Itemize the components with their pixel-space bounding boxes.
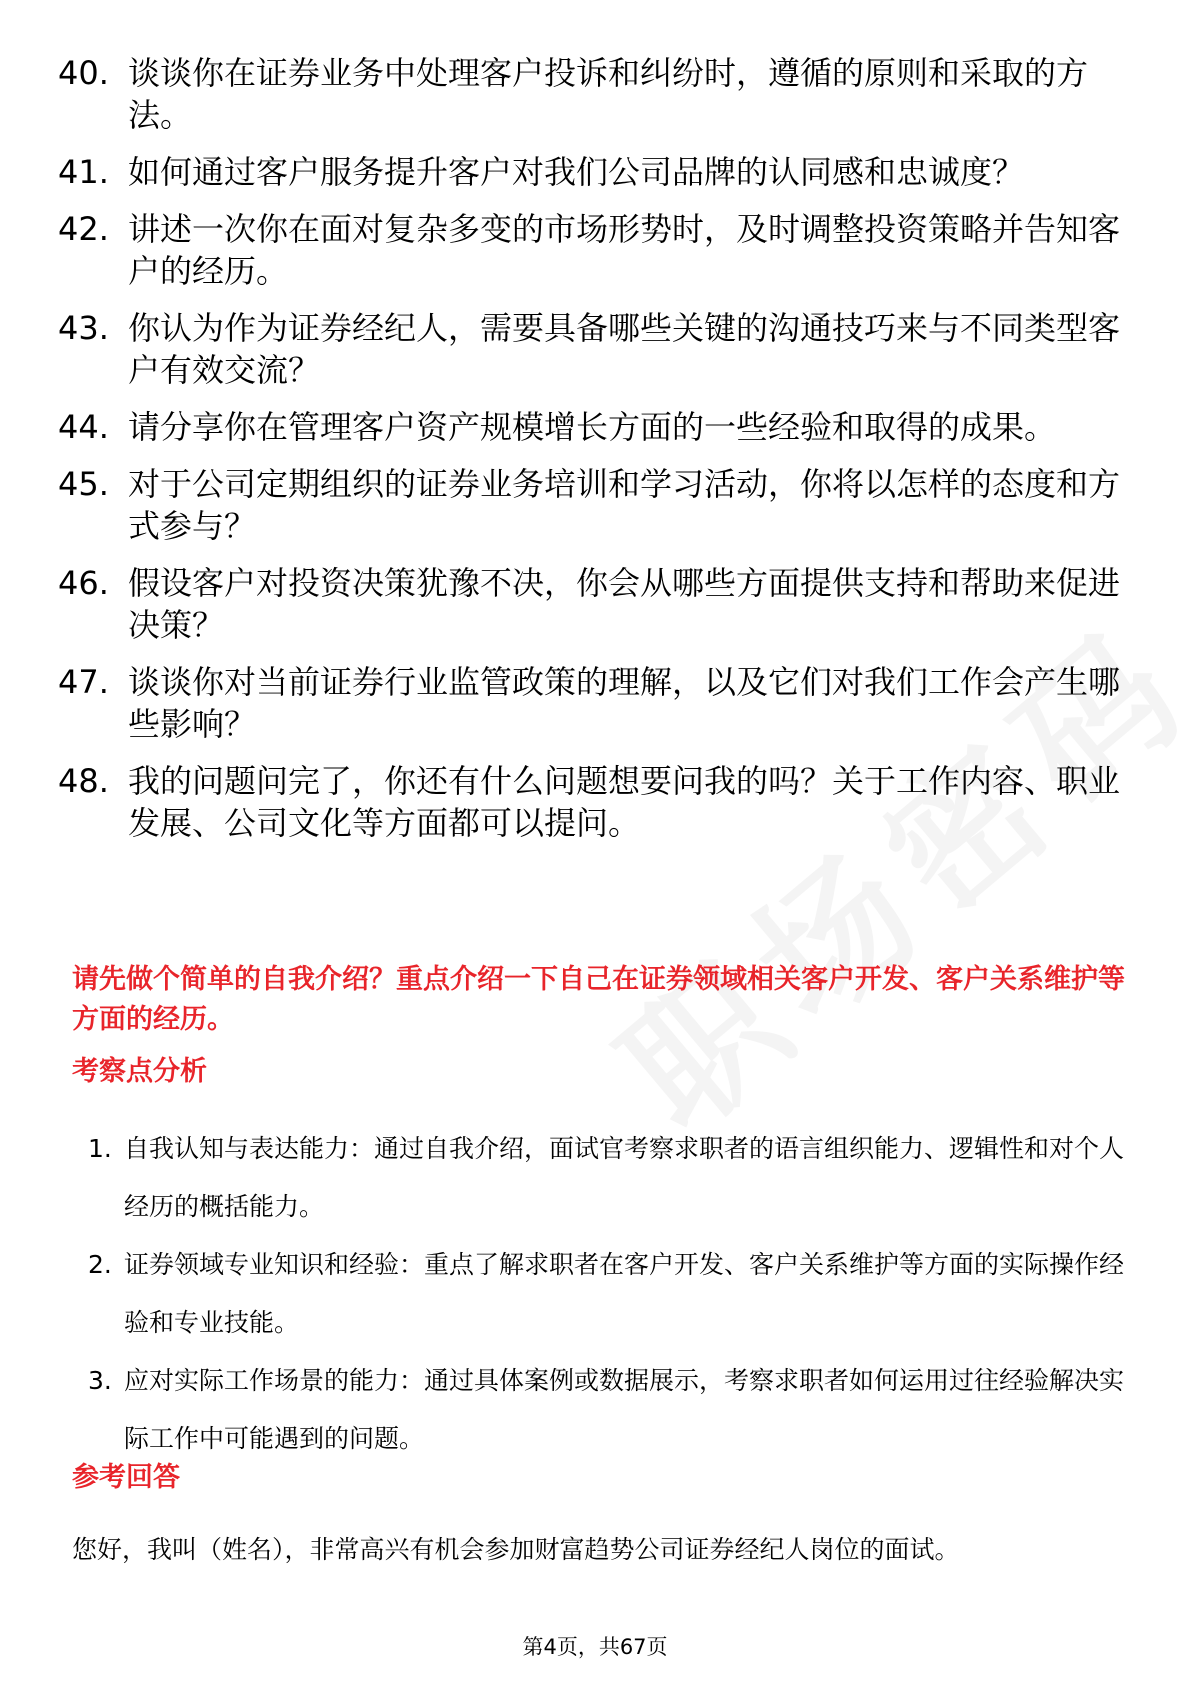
- question-item: [58, 562, 1138, 646]
- question-item: [58, 406, 1138, 448]
- analysis-text: 自我认知与表达能力：通过自我介绍，面试官考察求职者的语言组织能力、逻辑性和对个人经历的概括能力。: [124, 1134, 1125, 1221]
- question-number: 40.: [58, 54, 109, 92]
- question-item: [58, 307, 1138, 391]
- analysis-number: 3.: [88, 1366, 112, 1395]
- answer-heading: 参考回答: [72, 1462, 180, 1493]
- analysis-heading: 考察点分析: [72, 1056, 207, 1087]
- question-item: [58, 208, 1138, 292]
- analysis-list: [88, 1120, 1133, 1468]
- question-text: 请分享你在管理客户资产规模增长方面的一些经验和取得的成果。: [128, 408, 1057, 446]
- question-number: 48.: [58, 762, 109, 800]
- question-text: 你认为作为证券经纪人，需要具备哪些关键的沟通技巧来与不同类型客户有效交流？: [128, 309, 1121, 389]
- analysis-item: [88, 1236, 1133, 1352]
- question-number: 46.: [58, 564, 109, 602]
- highlight-question: 请先做个简单的自我介绍？重点介绍一下自己在证券领域相关客户开发、客户关系维护等方面的经历。: [72, 964, 1125, 1035]
- question-item: [58, 760, 1138, 844]
- question-text: 讲述一次你在面对复杂多变的市场形势时，及时调整投资策略并告知客户的经历。: [128, 210, 1121, 290]
- analysis-number: 2.: [88, 1250, 112, 1279]
- question-number: 47.: [58, 663, 109, 701]
- question-list: [58, 52, 1138, 859]
- analysis-number: 1.: [88, 1134, 112, 1163]
- question-number: 45.: [58, 465, 109, 503]
- page-footer: 第4页，共67页: [522, 1635, 668, 1659]
- analysis-item: [88, 1120, 1133, 1236]
- question-text: 我的问题问完了，你还有什么问题想要问我的吗？关于工作内容、职业发展、公司文化等方面都可以提问。: [128, 762, 1121, 842]
- analysis-item: [88, 1352, 1133, 1468]
- question-number: 42.: [58, 210, 109, 248]
- question-text: 假设客户对投资决策犹豫不决，你会从哪些方面提供支持和帮助来促进决策？: [128, 564, 1121, 644]
- question-text: 谈谈你对当前证券行业监管政策的理解，以及它们对我们工作会产生哪些影响？: [128, 663, 1121, 743]
- question-item: [58, 151, 1138, 193]
- question-item: [58, 52, 1138, 136]
- question-number: 43.: [58, 309, 109, 347]
- answer-text: 您好，我叫（姓名），非常高兴有机会参加财富趋势公司证券经纪人岗位的面试。: [72, 1535, 960, 1564]
- question-number: 41.: [58, 153, 109, 191]
- question-item: [58, 463, 1138, 547]
- question-number: 44.: [58, 408, 109, 446]
- question-text: 对于公司定期组织的证券业务培训和学习活动，你将以怎样的态度和方式参与？: [128, 465, 1121, 545]
- question-text: 谈谈你在证券业务中处理客户投诉和纠纷时，遵循的原则和采取的方法。: [128, 54, 1089, 134]
- analysis-text: 证券领域专业知识和经验：重点了解求职者在客户开发、客户关系维护等方面的实际操作经验和专业技能。: [124, 1250, 1125, 1337]
- question-item: [58, 661, 1138, 745]
- analysis-text: 应对实际工作场景的能力：通过具体案例或数据展示，考察求职者如何运用过往经验解决实际工作中可能遇到的问题。: [124, 1366, 1125, 1453]
- question-text: 如何通过客户服务提升客户对我们公司品牌的认同感和忠诚度？: [128, 153, 1025, 191]
